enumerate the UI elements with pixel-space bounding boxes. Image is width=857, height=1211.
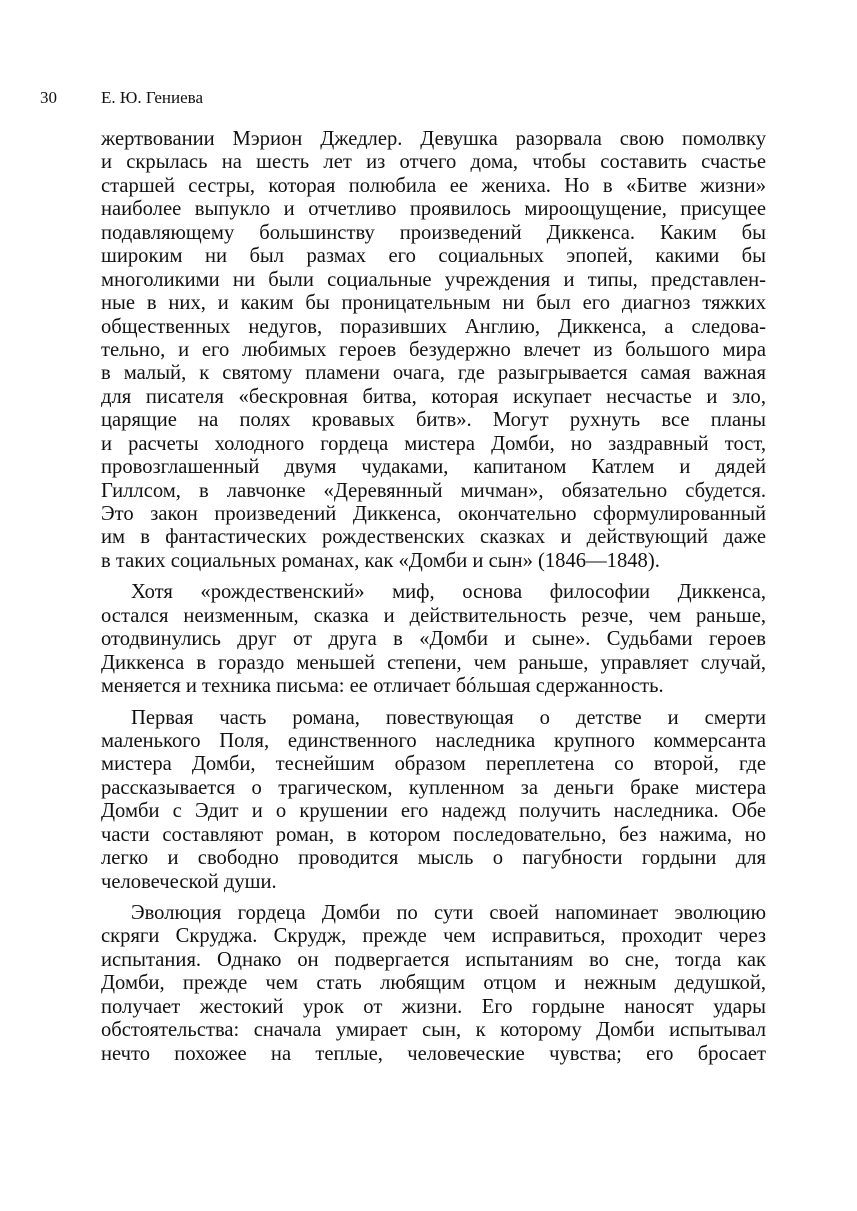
paragraph-gap xyxy=(101,573,766,581)
text-line: Домби с Эдит и о крушении его надежд получить наследника. Обе xyxy=(101,800,766,823)
text-line: в малый, к святому пламени очага, где разыгрывается самая важная xyxy=(101,362,766,385)
text-line: общественных недугов, поразивших Англию, Диккенса, а следова- xyxy=(101,315,766,338)
text-line: Домби, прежде чем стать любящим отцом и нежным дедушкой, xyxy=(101,972,766,995)
paragraph xyxy=(101,707,766,895)
text-line: остался неизменным, сказка и действительность резче, чем раньше, xyxy=(101,604,766,627)
paragraph xyxy=(101,581,766,698)
text-line: обстоятельства: сначала умирает сын, к которому Домби испытывал xyxy=(101,1019,766,1042)
text-line: Первая часть романа, повествующая о детстве и смерти xyxy=(131,706,766,729)
text-line: старшей сестры, которая полюбила ее жениха. Но в «Битве жизни» xyxy=(101,174,766,197)
text-line: испытания. Однако он подвергается испытаниям во сне, тогда как xyxy=(101,948,766,971)
body-text xyxy=(101,128,766,1066)
text-line: и расчеты холодного гордеца мистера Домби, но заздравный тост, xyxy=(101,432,766,455)
text-line: отодвинулись друг от друга в «Домби и сыне». Судьбами героев xyxy=(101,628,766,651)
text-line: и скрылась на шесть лет из отчего дома, чтобы составить счастье xyxy=(101,151,766,174)
text-line: для писателя «бескровная битва, которая искупает несчастье и зло, xyxy=(101,385,766,408)
paragraph-gap xyxy=(101,894,766,902)
text-line: Гиллсом, в лавчонке «Деревянный мичман», обязательно сбудется. xyxy=(101,479,766,502)
text-line: Эволюция гордеца Домби по сути своей напоминает эволюцию xyxy=(131,902,766,924)
text-line: рассказывается о трагическом, купленном за деньги браке мистера xyxy=(101,776,766,799)
paragraph xyxy=(101,128,766,573)
text-line: человеческой души. xyxy=(101,870,277,893)
text-line: нечто похожее на теплые, человеческие чувства; его бросает xyxy=(101,1042,766,1065)
text-line: в таких социальных романах, как «Домби и сын» (1846—1848). xyxy=(101,549,660,572)
text-line: многоликими ни были социальные учреждения и типы, представлен- xyxy=(101,268,766,291)
text-line: тельно, и его любимых героев безудержно влечет из большого мира xyxy=(101,338,766,361)
text-line: меняется и техника письма: ее отличает бóльшая сдержанность. xyxy=(101,675,664,698)
text-line: получает жестокий урок от жизни. Его гордыне наносят удары xyxy=(101,995,766,1018)
text-line: Хотя «рождественский» миф, основа философии Диккенса, xyxy=(131,581,766,604)
paragraph xyxy=(101,902,766,1066)
text-line: Диккенса в гораздо меньшей степени, чем раньше, управляет случай, xyxy=(101,651,766,674)
text-line: ные в них, и каким бы проницательным ни был его диагноз тяжких xyxy=(101,292,766,315)
text-line: наиболее выпукло и отчетливо проявилось мироощущение, присущее xyxy=(101,198,766,221)
text-line: провозглашенный двумя чудаками, капитаном Катлем и дядей xyxy=(101,456,766,479)
text-line: жертвовании Мэрион Джедлер. Девушка разорвала свою помолвку xyxy=(101,128,766,150)
text-line: части составляют роман, в котором последовательно, без нажима, но xyxy=(101,823,766,846)
text-line: мистера Домби, теснейшим образом переплетена со второй, где xyxy=(101,753,766,776)
text-line: подавляющему большинству произведений Диккенса. Каким бы xyxy=(101,221,766,244)
text-line: им в фантастических рождественских сказках и действующий даже xyxy=(101,526,766,549)
running-head xyxy=(40,86,780,110)
text-line: маленького Поля, единственного наследника крупного коммерсанта xyxy=(101,729,766,752)
text-line: скряги Скруджа. Скрудж, прежде чем исправиться, проходит через xyxy=(101,925,766,948)
page-number: 30 xyxy=(40,88,57,107)
paragraph-gap xyxy=(101,699,766,707)
running-head-author: Е. Ю. Гениева xyxy=(101,88,204,107)
text-line: Это закон произведений Диккенса, окончательно сформулированный xyxy=(101,503,766,525)
text-line: широким ни был размах его социальных эпопей, какими бы xyxy=(101,245,766,268)
text-line: легко и свободно проводится мысль о пагубности гордыни для xyxy=(101,847,766,870)
text-line: царящие на полях кровавых битв». Могут рухнуть все планы xyxy=(101,409,766,432)
